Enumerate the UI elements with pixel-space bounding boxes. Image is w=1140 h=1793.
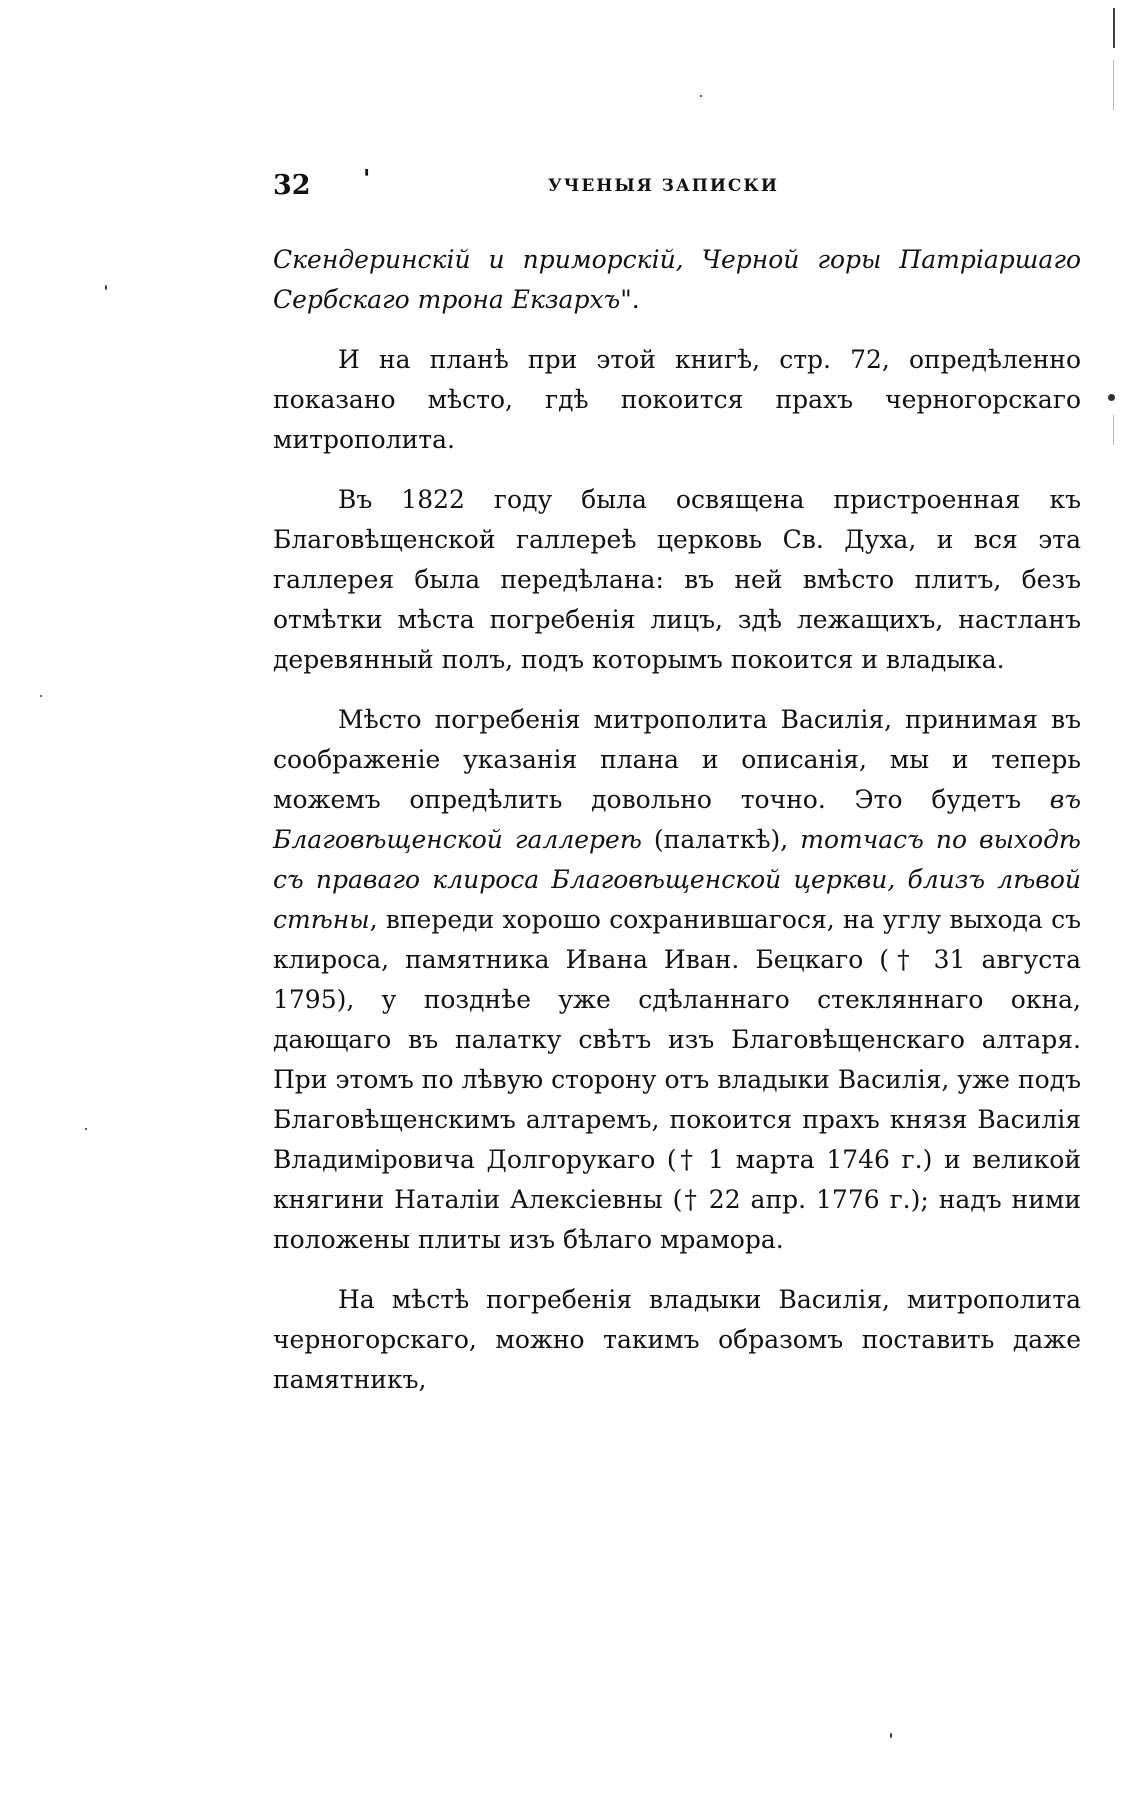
text-run: , впереди хорошо сохранившагося, на углу выхода съ клироса, памятника Ивана Иван. Бецкаго († 31 августа 1795), у позднѣе уже сдѣланнаго стекляннаго окна, дающаго въ палатку свѣтъ изъ Благовѣщенскаго алтаря. При этомъ по лѣвую сторону отъ владыки Василія, уже подъ Благовѣщенскимъ алтаремъ, покоится прахъ князя Василія Владиміровича Долгорукаго († 1 марта 1746 г.) и великой княгини Наталіи Алексіевны († 22 апр. 1776 г.); надъ ними положены плиты изъ бѣлаго мрамора. (273, 905, 1081, 1254)
scan-speck (85, 1128, 87, 1130)
body-text (273, 240, 1081, 1420)
scan-speck (700, 95, 702, 97)
header-mark: ' (363, 164, 371, 193)
running-title: УЧЕНЫЯ ЗАПИСКИ (548, 176, 779, 196)
text-run: ". (620, 285, 640, 314)
paragraph (273, 480, 1081, 680)
text-run: На мѣстѣ погребенія владыки Василія, митрополита черногорскаго, можно такимъ образомъ поставить даже памятникъ, (273, 1285, 1081, 1394)
text-run: Мѣсто погребенія митрополита Василія, принимая въ соображеніе указанія плана и описанія, мы и теперь можемъ опредѣлить довольно точно. Это будетъ (273, 705, 1081, 814)
paragraph (273, 700, 1081, 1260)
paragraph (273, 1280, 1081, 1400)
text-run-italic: тотчасъ по выходѣ съ праваго клироса Благовѣщенской церкви, близъ лѣвой стѣны (273, 825, 1081, 934)
text-run: Въ 1822 году была освящена пристроенная къ Благовѣщенской галлереѣ церковь Св. Духа, и вся эта галлерея была передѣлана: въ ней вмѣсто плитъ, безъ отмѣтки мѣста погребенія лицъ, здѣ лежащихъ, настланъ деревянный полъ, подъ которымъ покоится и владыка. (273, 485, 1081, 674)
scan-speck (105, 285, 107, 290)
scan-speck (40, 695, 42, 697)
text-run (684, 245, 702, 274)
scan-edge-line (1113, 8, 1115, 48)
scan-speck (1108, 394, 1115, 401)
text-run-italic: Скендеринскій и приморскій, (273, 245, 684, 274)
text-run: И на планѣ при этой книгѣ, стр. 72, опредѣленно показано мѣсто, гдѣ покоится прахъ черногорскаго митрополита. (273, 345, 1081, 454)
page-number: 32 (273, 170, 311, 201)
text-run-italic: въ Благовѣщенской галлереѣ (273, 785, 1081, 854)
page-header (273, 164, 1083, 210)
text-run-italic: Черной горы Патріаршаго Сербскаго трона Екзархъ (273, 245, 1082, 314)
scan-speck (890, 1733, 892, 1738)
paragraph (273, 340, 1081, 460)
text-run: (палаткѣ), (641, 825, 801, 854)
paragraph (273, 240, 1081, 320)
scan-edge-dash (1113, 415, 1114, 445)
scan-edge-dash (1113, 60, 1114, 110)
